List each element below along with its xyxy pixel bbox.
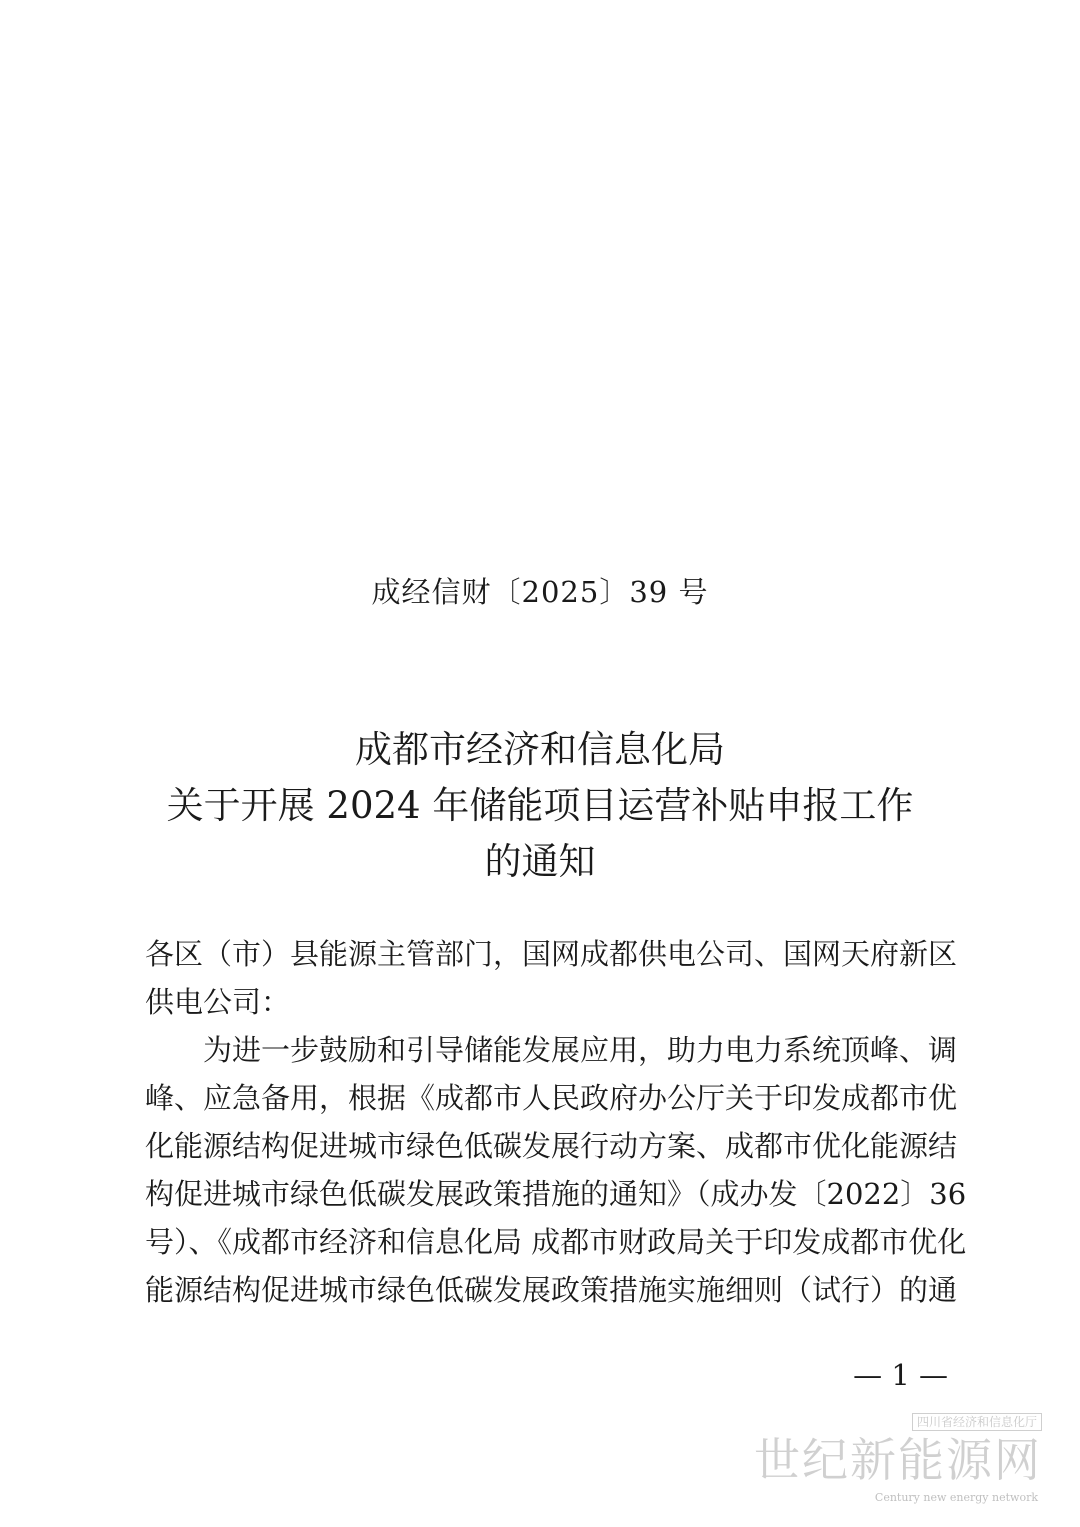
body-line-3: 为进一步鼓励和引导储能发展应用，助力电力系统顶峰、调 <box>145 1033 958 1067</box>
document-number: 成经信财〔2025〕39 号 <box>371 575 709 609</box>
body-line-2: 供电公司： <box>145 985 291 1019</box>
body-line-5: 化能源结构促进城市绿色低碳发展行动方案、成都市优化能源结 <box>145 1129 958 1163</box>
watermark-top-text: 四川省经济和信息化厅 <box>912 1413 1042 1431</box>
watermark-sub-text: Century new energy network <box>874 1491 1038 1504</box>
title-line-1: 成都市经济和信息化局 <box>355 728 725 771</box>
body-line-8: 能源结构促进城市绿色低碳发展政策措施实施细则（试行）的通 <box>145 1273 958 1307</box>
document-body <box>145 930 967 1314</box>
body-line-7: 号）、《成都市经济和信息化局 成都市财政局关于印发成都市优化 <box>145 1225 967 1259</box>
page-number: — 1 — <box>853 1358 948 1392</box>
title-line-3: 的通知 <box>484 840 596 883</box>
body-line-4: 峰、应急备用，根据《成都市人民政府办公厅关于印发成都市优 <box>145 1081 958 1115</box>
watermark-logo <box>754 1413 1042 1513</box>
body-line-1: 各区（市）县能源主管部门，国网成都供电公司、国网天府新区 <box>145 937 958 971</box>
watermark-main-text: 世纪新能源网 <box>754 1433 1042 1487</box>
title-line-2: 关于开展 2024 年储能项目运营补贴申报工作 <box>166 784 914 827</box>
body-line-6: 构促进城市绿色低碳发展政策措施的通知》（成办发〔2022〕36 <box>145 1177 967 1211</box>
document-title <box>0 722 1080 890</box>
